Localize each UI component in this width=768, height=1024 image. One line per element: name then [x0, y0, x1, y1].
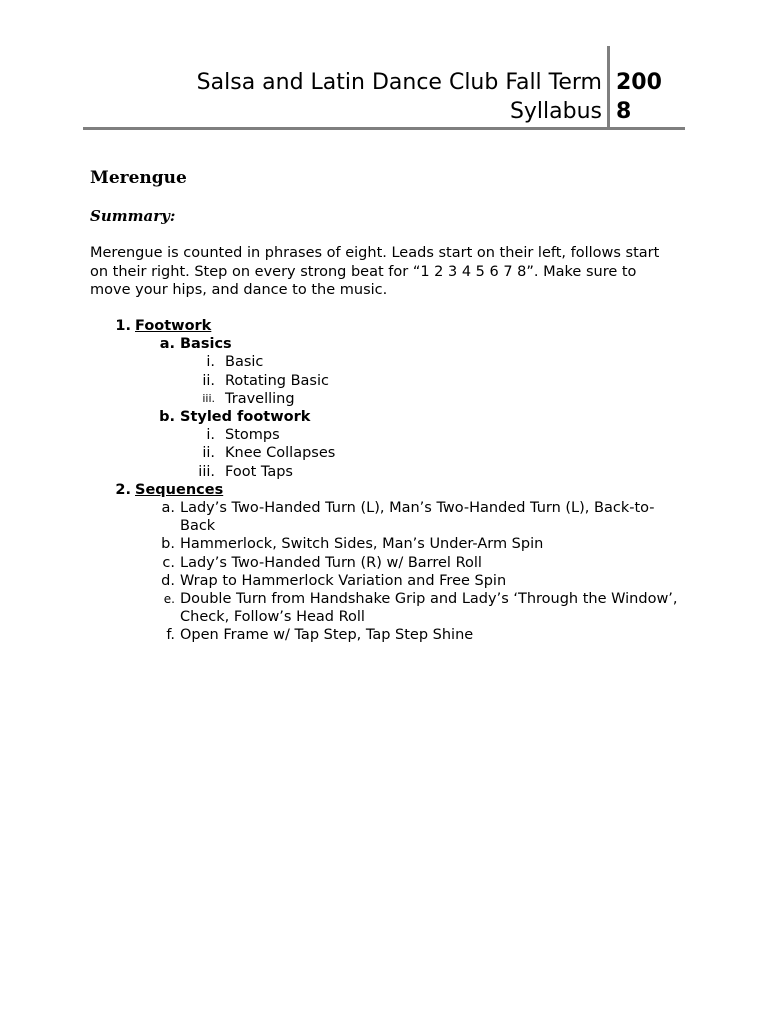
outline-number: 2. [115, 481, 131, 498]
page-header [0, 0, 768, 140]
outline-text: Lady’s Two-Handed Turn (R) w/ Barrel Roll [180, 554, 482, 571]
header-year: 2008 [616, 70, 662, 124]
outline-list-item [90, 499, 690, 535]
outline-text: Rotating Basic [225, 372, 329, 389]
outline-list-item [90, 554, 690, 572]
outline-subitem [90, 408, 690, 426]
outline-list-item [90, 590, 690, 626]
outline-number: f. [166, 627, 175, 644]
outline-list-item [90, 535, 690, 553]
outline-list-item [90, 353, 690, 371]
outline-text: Lady’s Two-Handed Turn (L), Man’s Two-Handed Turn (L), Back-to-Back [180, 500, 655, 535]
outline-number: b. [161, 536, 175, 553]
outline-number: 1. [115, 318, 131, 334]
outline-text: Open Frame w/ Tap Step, Tap Step Shine [180, 627, 474, 644]
outline-number: i. [206, 354, 215, 371]
outline-heading-sequences: Sequences [135, 481, 224, 498]
outline-number: i. [206, 427, 215, 444]
outline-number: iii. [202, 391, 215, 405]
outline-text: Double Turn from Handshake Grip and Lady’s ‘Through the Window’, Check, Follow’s Head Roll [180, 591, 678, 626]
outline-text: Hammerlock, Switch Sides, Man’s Under-Arm Spin [180, 536, 544, 553]
outline-item [90, 481, 690, 499]
summary-text: Merengue is counted in phrases of eight. Leads start on their left, follows start on their right. Step on every strong beat for “1 2 3 4 5 6 7 8”. Make sure to move your hips, and dance to the music. [90, 245, 660, 298]
header-divider-vertical [607, 46, 610, 130]
outline-list-item [90, 372, 690, 390]
outline-number: ii. [202, 372, 215, 389]
outline-list-item [90, 463, 690, 481]
outline-list-item [90, 444, 690, 462]
syllabus-outline [90, 317, 690, 645]
section-heading: Merengue [90, 168, 187, 188]
outline-list-item [90, 426, 690, 444]
summary-label: Summary: [90, 207, 176, 225]
outline-number: d. [161, 572, 175, 589]
outline-text: Travelling [225, 390, 295, 407]
outline-item [90, 317, 690, 335]
outline-subitem [90, 335, 690, 353]
header-title [142, 68, 602, 126]
outline-subheading-basics: Basics [180, 336, 232, 353]
header-divider-horizontal [83, 127, 685, 130]
header-title-line2: Syllabus [509, 99, 602, 124]
outline-list-item [90, 390, 690, 408]
outline-number: ii. [202, 445, 215, 462]
outline-subheading-styled-footwork: Styled footwork [180, 409, 311, 426]
outline-list-item [90, 572, 690, 590]
outline-list-item [90, 626, 690, 644]
outline-text: Wrap to Hammerlock Variation and Free Spin [180, 572, 507, 589]
outline-text: Knee Collapses [225, 445, 336, 462]
outline-number: c. [162, 554, 175, 571]
outline-number: iii. [198, 463, 215, 480]
outline-number: b. [159, 409, 175, 426]
header-title-line1: Salsa and Latin Dance Club Fall Term [196, 70, 602, 95]
outline-heading-footwork: Footwork [135, 318, 212, 334]
outline-number: e. [163, 592, 175, 607]
outline-text: Basic [225, 354, 264, 371]
outline-text: Stomps [225, 427, 280, 444]
outline-text: Foot Taps [225, 463, 293, 480]
outline-number: a. [161, 500, 175, 517]
outline-number: a. [159, 336, 175, 353]
